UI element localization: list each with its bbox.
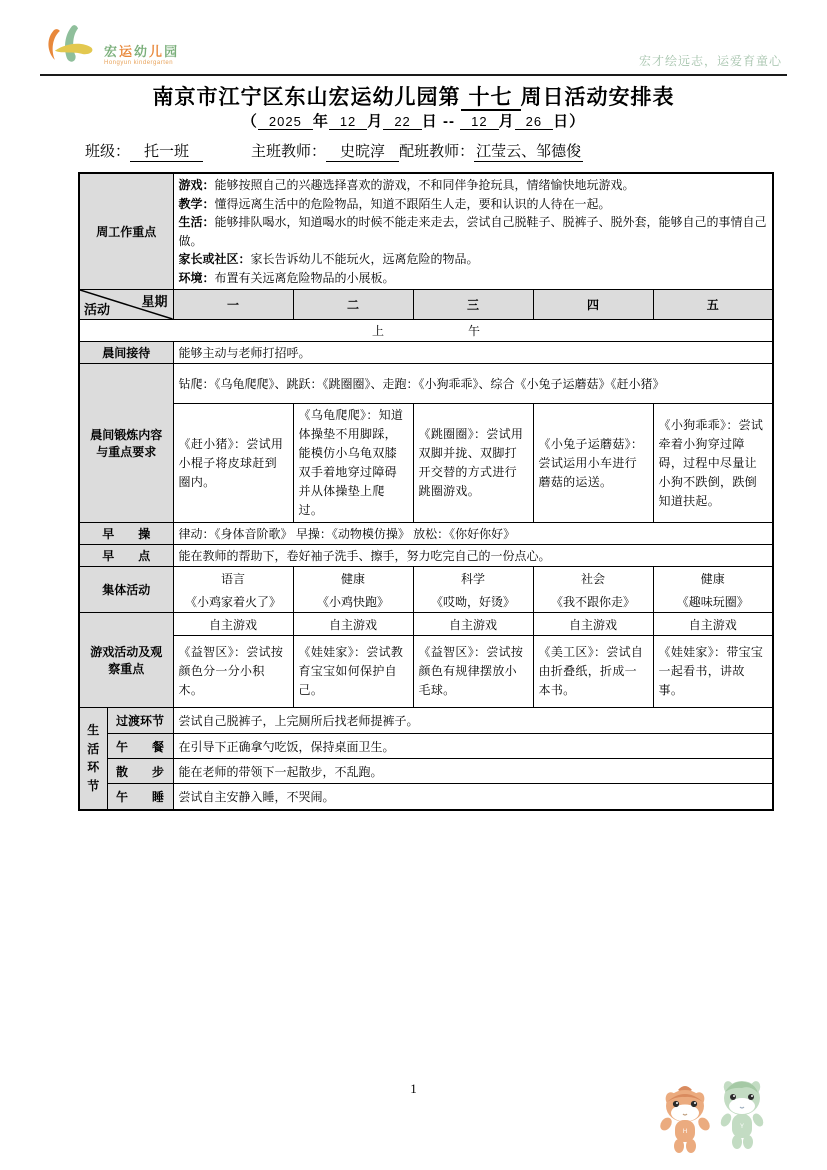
class-label: 班级：	[85, 143, 131, 160]
logo-name	[104, 45, 179, 58]
mascots	[652, 1070, 772, 1155]
logo-char: 宏	[104, 44, 120, 59]
day-header-fri: 五	[653, 290, 773, 320]
logo-text	[104, 45, 179, 66]
slogan-text: 宏才绘远志，运爱育童心	[638, 54, 782, 68]
group-activity-fri: 健康 《趣味玩圈》	[653, 567, 773, 613]
head-teacher-value: 史晥淳	[326, 140, 399, 162]
corner-cell	[79, 290, 173, 320]
group-activity-label: 集体活动	[79, 567, 173, 613]
exercise-detail-fri: 《小狗乖乖》：尝试牵着小狗穿过障碍，过程中尽量让小狗不跌倒，跌倒知道扶起。	[653, 404, 773, 523]
weekly-focus-label: 周工作重点	[79, 173, 173, 290]
logo-char: 园	[164, 44, 180, 59]
title-week-number: 十七	[461, 86, 521, 111]
class-value: 托一班	[130, 140, 203, 162]
group-activity-row	[79, 567, 773, 613]
svg-text:Y: Y	[739, 1124, 745, 1130]
date-end-day: 26	[515, 114, 553, 130]
schedule-table	[78, 172, 774, 811]
reception-content: 能够主动与老师打招呼。	[173, 342, 773, 364]
life-section-label: 生活环节	[79, 708, 107, 810]
mascot-characters-icon	[652, 1070, 772, 1155]
weekly-focus-row	[79, 173, 773, 290]
life-nap-row	[79, 784, 773, 810]
morning-exercise-detail-row	[79, 404, 773, 523]
date-start-month: 12	[329, 114, 367, 130]
title-part2: 周日活动安排表	[520, 86, 675, 109]
exercise-intro: 钻爬：《乌龟爬爬》、跳跃：《跳圈圈》、走跑：《小狗乖乖》、综合《小兔子运蘑菇》《赶小猪》	[173, 364, 773, 404]
life-transition-content: 尝试自己脱裤子，上完厕所后找老师提裤子。	[173, 708, 773, 734]
corner-activity-label: 活动	[84, 302, 111, 317]
free-play-row	[79, 613, 773, 636]
exercise-detail-thu: 《小兔子运蘑菇》：尝试运用小车进行蘑菇的运送。	[533, 404, 653, 523]
exercise-label: 晨间锻炼内容与重点要求	[79, 364, 173, 523]
mascot-orange-icon	[658, 1086, 712, 1153]
reception-label: 晨间接待	[79, 342, 173, 364]
date-start-day: 22	[383, 114, 421, 130]
play-detail-fri: 《娃娃家》：带宝宝一起看书，讲故事。	[653, 636, 773, 708]
assistant-teacher-label: 配班教师：	[399, 143, 475, 160]
snack-label: 早 点	[79, 545, 173, 567]
group-activity-wed: 科学 《哎呦，好烫》	[413, 567, 533, 613]
life-lunch-content: 在引导下正确拿勺吃饭，保持桌面卫生。	[173, 734, 773, 759]
day-header-mon: 一	[173, 290, 293, 320]
group-activity-mon: 语言 《小鸡家着火了》	[173, 567, 293, 613]
play-detail-wed: 《益智区》：尝试按颜色有规律摆放小毛球。	[413, 636, 533, 708]
play-detail-thu: 《美工区》：尝试自由折叠纸，折成一本书。	[533, 636, 653, 708]
mascot-green-icon	[719, 1080, 766, 1149]
play-detail-mon: 《益智区》：尝试按颜色分一分小积木。	[173, 636, 293, 708]
free-play-fri: 自主游戏	[653, 613, 773, 636]
corner-week-label: 星期	[141, 294, 168, 309]
session-row	[79, 320, 773, 342]
free-play-mon: 自主游戏	[173, 613, 293, 636]
morning-exercise-intro-row	[79, 364, 773, 404]
date-dash: --	[442, 113, 455, 130]
play-detail-tue: 《娃娃家》：尝试教育宝宝如何保护自己。	[293, 636, 413, 708]
date-line: （ 2025 年 12 月 22 日 -- 12 月 26 日）	[241, 113, 586, 130]
exercise-detail-wed: 《跳圈圈》：尝试用双脚并拢、双脚打开交替的方式进行跳圈游戏。	[413, 404, 533, 523]
life-walk-label: 散 步	[107, 759, 173, 784]
weekly-focus-content: 游戏：能够按照自己的兴趣选择喜欢的游戏，不和同伴争抢玩具，情绪愉快地玩游戏。 教学：懂得远离生活中的危险物品，知道不跟陌生人走，要和认识的人待在一起。 生活：能够排队喝水，知道喝水的时候不能走来走去，尝试自己脱鞋子、脱裤子、脱外套，能够自己的事情自己做。 家长或社区：家长告诉幼儿不能玩火，远离危险的物品。 环境：布置有关远离危险物品的小展板。	[173, 173, 773, 290]
date-end-month: 12	[460, 114, 498, 130]
morning-drill-row	[79, 523, 773, 545]
title-part1: 南京市江宁区东山宏运幼儿园第	[152, 86, 461, 109]
logo-char: 儿	[149, 44, 165, 59]
kindergarten-logo	[40, 20, 179, 70]
life-transition-label: 过渡环节	[107, 708, 173, 734]
day-header-wed: 三	[413, 290, 533, 320]
day-header-thu: 四	[533, 290, 653, 320]
logo-mark-icon	[40, 20, 102, 70]
snack-row	[79, 545, 773, 567]
drill-content: 律动：《身体音阶歌》 早操：《动物模仿操》 放松：《你好你好》	[173, 523, 773, 545]
free-play-thu: 自主游戏	[533, 613, 653, 636]
play-detail-row	[79, 636, 773, 708]
drill-label: 早 操	[79, 523, 173, 545]
life-nap-label: 午 睡	[107, 784, 173, 810]
free-play-tue: 自主游戏	[293, 613, 413, 636]
group-activity-thu: 社会 《我不跟你走》	[533, 567, 653, 613]
play-observation-label: 游戏活动及观察重点	[79, 613, 173, 708]
logo-char: 幼	[134, 44, 150, 59]
life-lunch-label: 午 餐	[107, 734, 173, 759]
life-transition-row	[79, 708, 773, 734]
day-header-tue: 二	[293, 290, 413, 320]
group-activity-tue: 健康 《小鸡快跑》	[293, 567, 413, 613]
svg-text:H: H	[682, 1129, 688, 1135]
life-walk-content: 能在老师的带领下一起散步，不乱跑。	[173, 759, 773, 784]
logo-subtitle: Hongyun kindergarten	[104, 60, 174, 66]
logo-char: 运	[119, 44, 135, 59]
snack-content: 能在教师的帮助下，卷好袖子洗手、擦手，努力吃完自己的一份点心。	[173, 545, 773, 567]
morning-reception-row	[79, 342, 773, 364]
session-morning-label: 上 午	[79, 320, 773, 342]
date-year: 2025	[258, 114, 313, 130]
assistant-teacher-value: 江莹云、邹德俊	[474, 140, 583, 162]
head-teacher-label: 主班教师：	[251, 143, 327, 160]
life-walk-row	[79, 759, 773, 784]
exercise-detail-mon: 《赶小猪》：尝试用小棍子将皮球赶到圈内。	[173, 404, 293, 523]
class-info-line	[85, 140, 583, 162]
page-number: 1	[410, 1081, 417, 1096]
free-play-wed: 自主游戏	[413, 613, 533, 636]
life-lunch-row	[79, 734, 773, 759]
exercise-detail-tue: 《乌龟爬爬》：知道体操垫不用脚踩，能模仿小乌龟双膝双手着地穿过障碍并从体操垫上爬过。	[293, 404, 413, 523]
page-title	[0, 81, 827, 111]
life-nap-content: 尝试自主安静入睡，不哭闹。	[173, 784, 773, 810]
header-divider	[40, 74, 787, 76]
weekday-header-row	[79, 290, 773, 320]
